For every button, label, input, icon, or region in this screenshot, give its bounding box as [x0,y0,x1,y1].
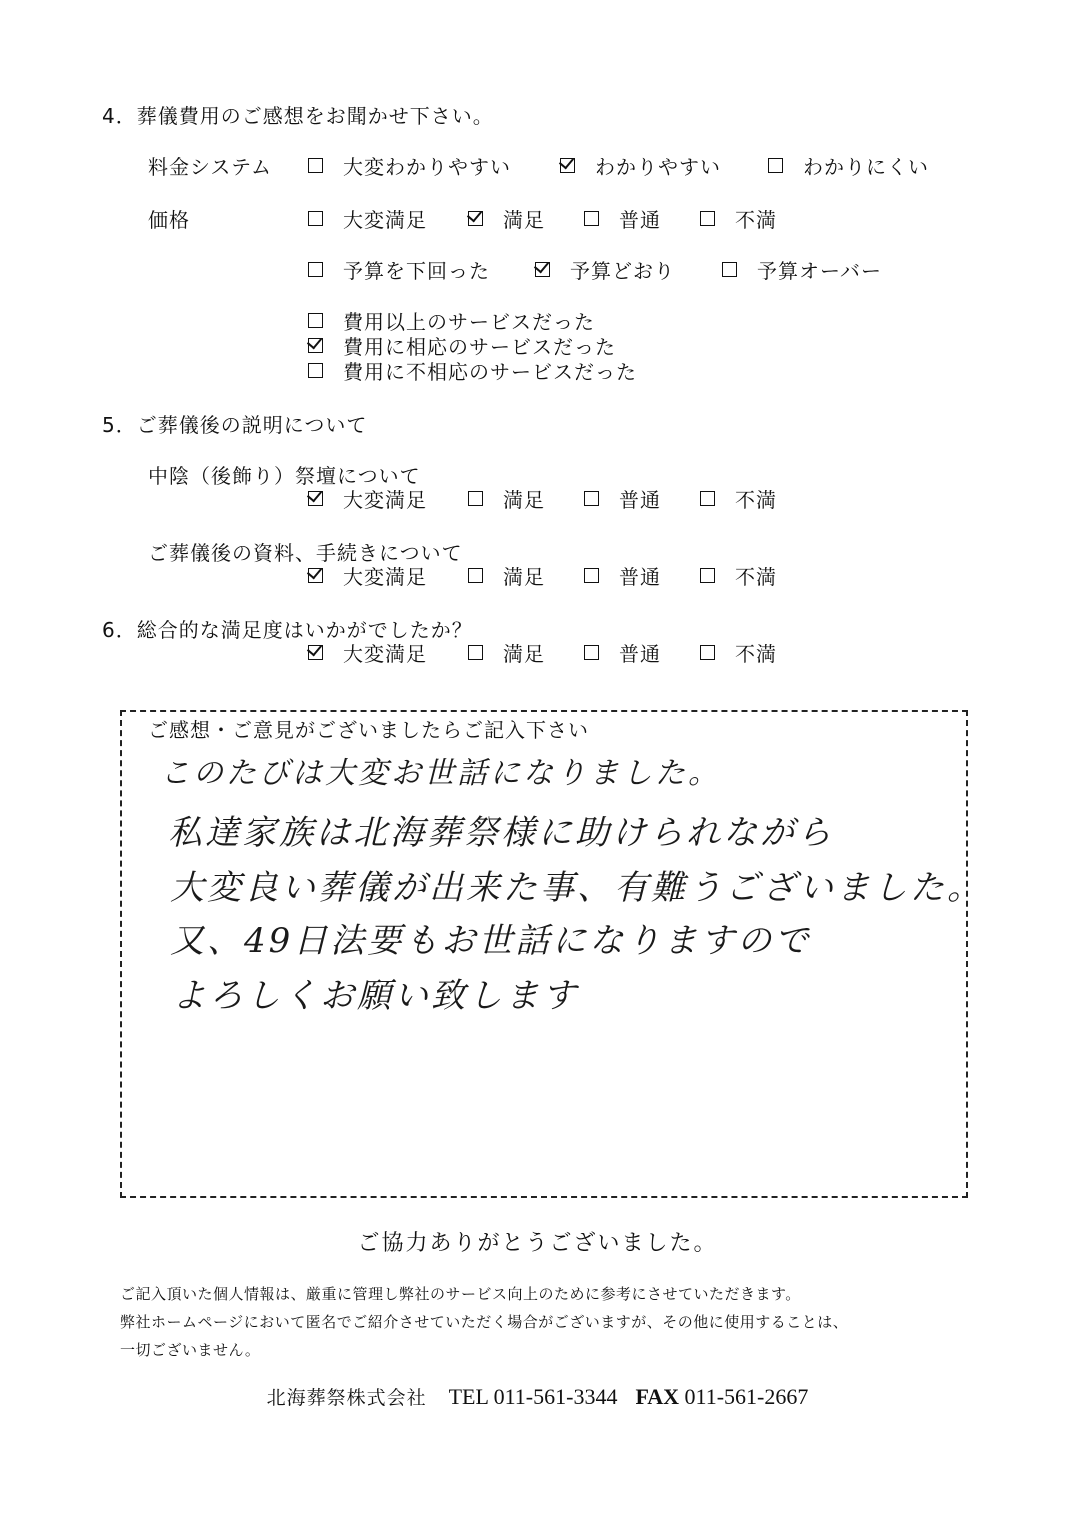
price-option-2[interactable]: 満足 [468,204,545,233]
service-option-2[interactable]: 費用に相応のサービスだった [308,331,616,360]
budget-option-1[interactable]: 予算を下回った [308,255,490,284]
checkbox-checked[interactable] [308,338,323,353]
checkbox[interactable] [308,211,323,226]
service-option-3[interactable]: 費用に不相応のサービスだった [308,356,637,385]
checkbox[interactable] [468,645,483,660]
docs-option-3[interactable]: 普通 [584,561,661,590]
privacy-note-2: 弊社ホームページにおいて匿名でご紹介させていただく場合がございますが、その他に使用することは、 [120,1313,849,1331]
handwritten-line-2: 私達家族は北海葬祭様に助けられながら [168,813,834,853]
budget-option-2[interactable]: 予算どおり [535,255,675,284]
overall-option-4[interactable]: 不満 [700,638,777,667]
fax-number: 011-561-2667 [684,1384,809,1409]
privacy-note-1: ご記入頂いた個人情報は、厳重に管理し弊社のサービス向上のために参考にさせていただきます。 [120,1285,801,1303]
altar-option-2[interactable]: 満足 [468,484,545,513]
price-option-3[interactable]: 普通 [584,204,661,233]
altar-option-3[interactable]: 普通 [584,484,661,513]
checkbox-checked[interactable] [468,211,483,226]
q5-title: 5．ご葬儀後の説明について [102,413,368,437]
checkbox-checked[interactable] [535,262,550,277]
handwritten-line-4: 又、49日法要もお世話になりますので [170,921,812,961]
checkbox[interactable] [468,491,483,506]
budget-option-3[interactable]: 予算オーバー [722,255,882,284]
checkbox[interactable] [700,211,715,226]
docs-option-1[interactable]: 大変満足 [308,561,427,590]
checkbox[interactable] [584,568,599,583]
comment-title: ご感想・ご意見がございましたらご記入下さい [148,714,589,743]
handwritten-line-1: このたびは大変お世話になりました。 [160,756,721,791]
checkbox[interactable] [700,491,715,506]
footer [0,1383,1075,1410]
checkbox[interactable] [308,363,323,378]
checkbox-checked[interactable] [308,491,323,506]
altar-option-4[interactable]: 不満 [700,484,777,513]
overall-option-3[interactable]: 普通 [584,638,661,667]
fee-system-label: 料金システム [148,155,272,179]
checkbox[interactable] [584,211,599,226]
checkbox-checked[interactable] [560,158,575,173]
q4-title: 4．葬儀費用のご感想をお聞かせ下さい。 [102,104,494,128]
checkbox-checked[interactable] [308,645,323,660]
checkbox-checked[interactable] [308,568,323,583]
company-name: 北海葬祭株式会社 [266,1387,427,1409]
docs-option-2[interactable]: 満足 [468,561,545,590]
thank-you-message: ご協力ありがとうございました。 [357,1231,718,1256]
docs-option-4[interactable]: 不満 [700,561,777,590]
checkbox[interactable] [584,645,599,660]
handwritten-line-5: よろしくお願い致します [172,976,579,1016]
price-option-1[interactable]: 大変満足 [308,204,427,233]
checkbox[interactable] [700,568,715,583]
fee-system-option-1[interactable]: 大変わかりやすい [308,151,511,180]
overall-option-2[interactable]: 満足 [468,638,545,667]
privacy-note-3: 一切ございません。 [120,1341,261,1359]
q6-title: 6．総合的な満足度はいかがでしたか？ [102,618,473,642]
checkbox[interactable] [722,262,737,277]
checkbox[interactable] [768,158,783,173]
checkbox[interactable] [584,491,599,506]
handwritten-line-3: 大変良い葬儀が出来た事、有難うございました。 [170,868,984,908]
overall-option-1[interactable]: 大変満足 [308,638,427,667]
checkbox[interactable] [308,158,323,173]
tel-number: TEL 011-561-3344 [448,1384,618,1409]
docs-label: ご葬儀後の資料、手続きについて [148,541,463,565]
checkbox[interactable] [308,313,323,328]
checkbox[interactable] [468,568,483,583]
fee-system-option-3[interactable]: わかりにくい [768,151,929,180]
altar-option-1[interactable]: 大変満足 [308,484,427,513]
altar-label: 中陰（後飾り）祭壇について [148,464,421,488]
service-option-1[interactable]: 費用以上のサービスだった [308,306,595,335]
fee-system-option-2[interactable]: わかりやすい [560,151,721,180]
price-option-4[interactable]: 不満 [700,204,777,233]
fax-label: FAX [635,1384,680,1409]
checkbox[interactable] [308,262,323,277]
price-label: 価格 [148,208,190,232]
checkbox[interactable] [700,645,715,660]
